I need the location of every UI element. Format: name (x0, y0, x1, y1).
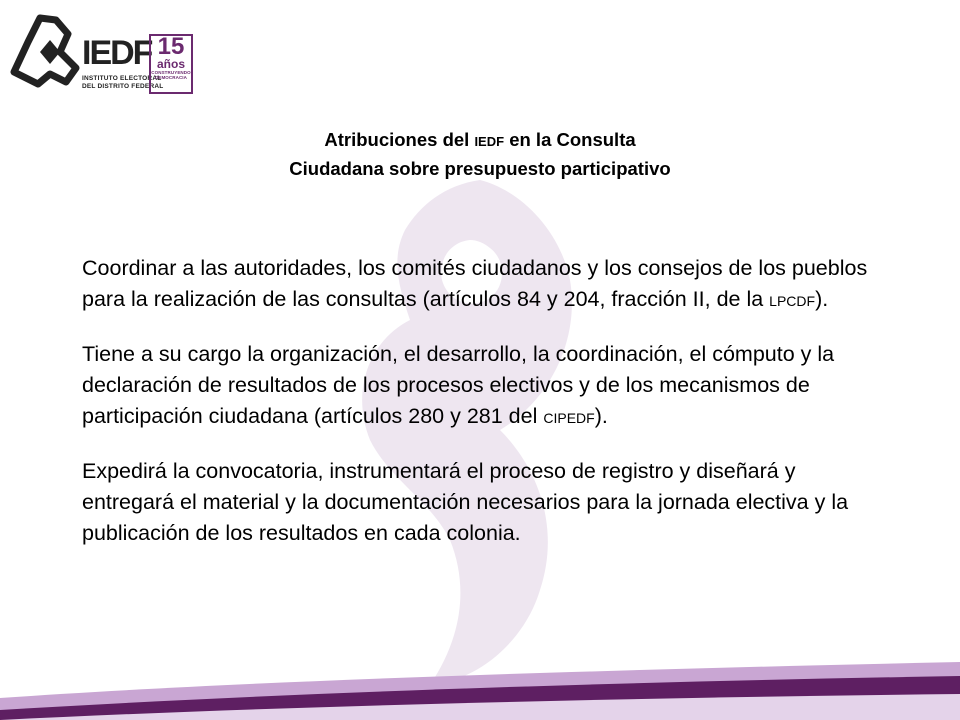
title-line-1 (0, 126, 960, 155)
anniversary-word: años (156, 57, 185, 71)
title-line1-end: en la Consulta (504, 129, 636, 150)
slide-title (0, 126, 960, 182)
paragraph-1-text: Coordinar a las autoridades, los comités ciudadanos y los consejos de los pueblos para la realización de las consultas (artículos 84 y 204, fracción II, de la (82, 256, 868, 311)
paragraph-2 (82, 339, 882, 434)
paragraph-3: Expedirá la convocatoria, instrumentará el proceso de registro y diseñará y entregará el material y la documentación necesarios para la jornada electiva y la publicación de los resultados en cada colonia. (82, 459, 849, 545)
paragraph-2-acronym: CIPEDF (543, 410, 595, 426)
paragraph-1 (82, 253, 882, 317)
logo-subtitle-line1: INSTITUTO ELECTORAL (82, 75, 162, 82)
slide-body (82, 253, 882, 571)
iedf-logo (10, 12, 195, 96)
paragraph-1-end: ). (815, 287, 829, 311)
anniversary-tag-line1: CONSTRUYENDO (151, 70, 191, 75)
anniversary-number: 15 (157, 33, 185, 60)
title-line1-start: Atribuciones del (324, 129, 475, 150)
anniversary-tag-line2: DEMOCRACIA (155, 75, 187, 80)
logo-wordmark: IEDF (82, 34, 152, 72)
iedf-logo-mark (10, 12, 164, 96)
bottom-swoosh-decoration (0, 640, 960, 720)
dove-logo-icon (10, 12, 82, 96)
anniversary-badge (149, 34, 193, 94)
logo-subtitle-line2: DEL DISTRITO FEDERAL (82, 83, 164, 90)
title-line-2: Ciudadana sobre presupuesto participativo (289, 158, 671, 179)
paragraph-2-text: Tiene a su cargo la organización, el desarrollo, la coordinación, el cómputo y la declaración de resultados de los procesos electivos y de los mecanismos de participación ciudadana (artículos 280 y 281 del (82, 342, 835, 428)
title-acronym: IEDF (474, 134, 505, 149)
paragraph-2-end: ). (594, 404, 608, 428)
paragraph-1-acronym: LPCDF (769, 293, 816, 309)
